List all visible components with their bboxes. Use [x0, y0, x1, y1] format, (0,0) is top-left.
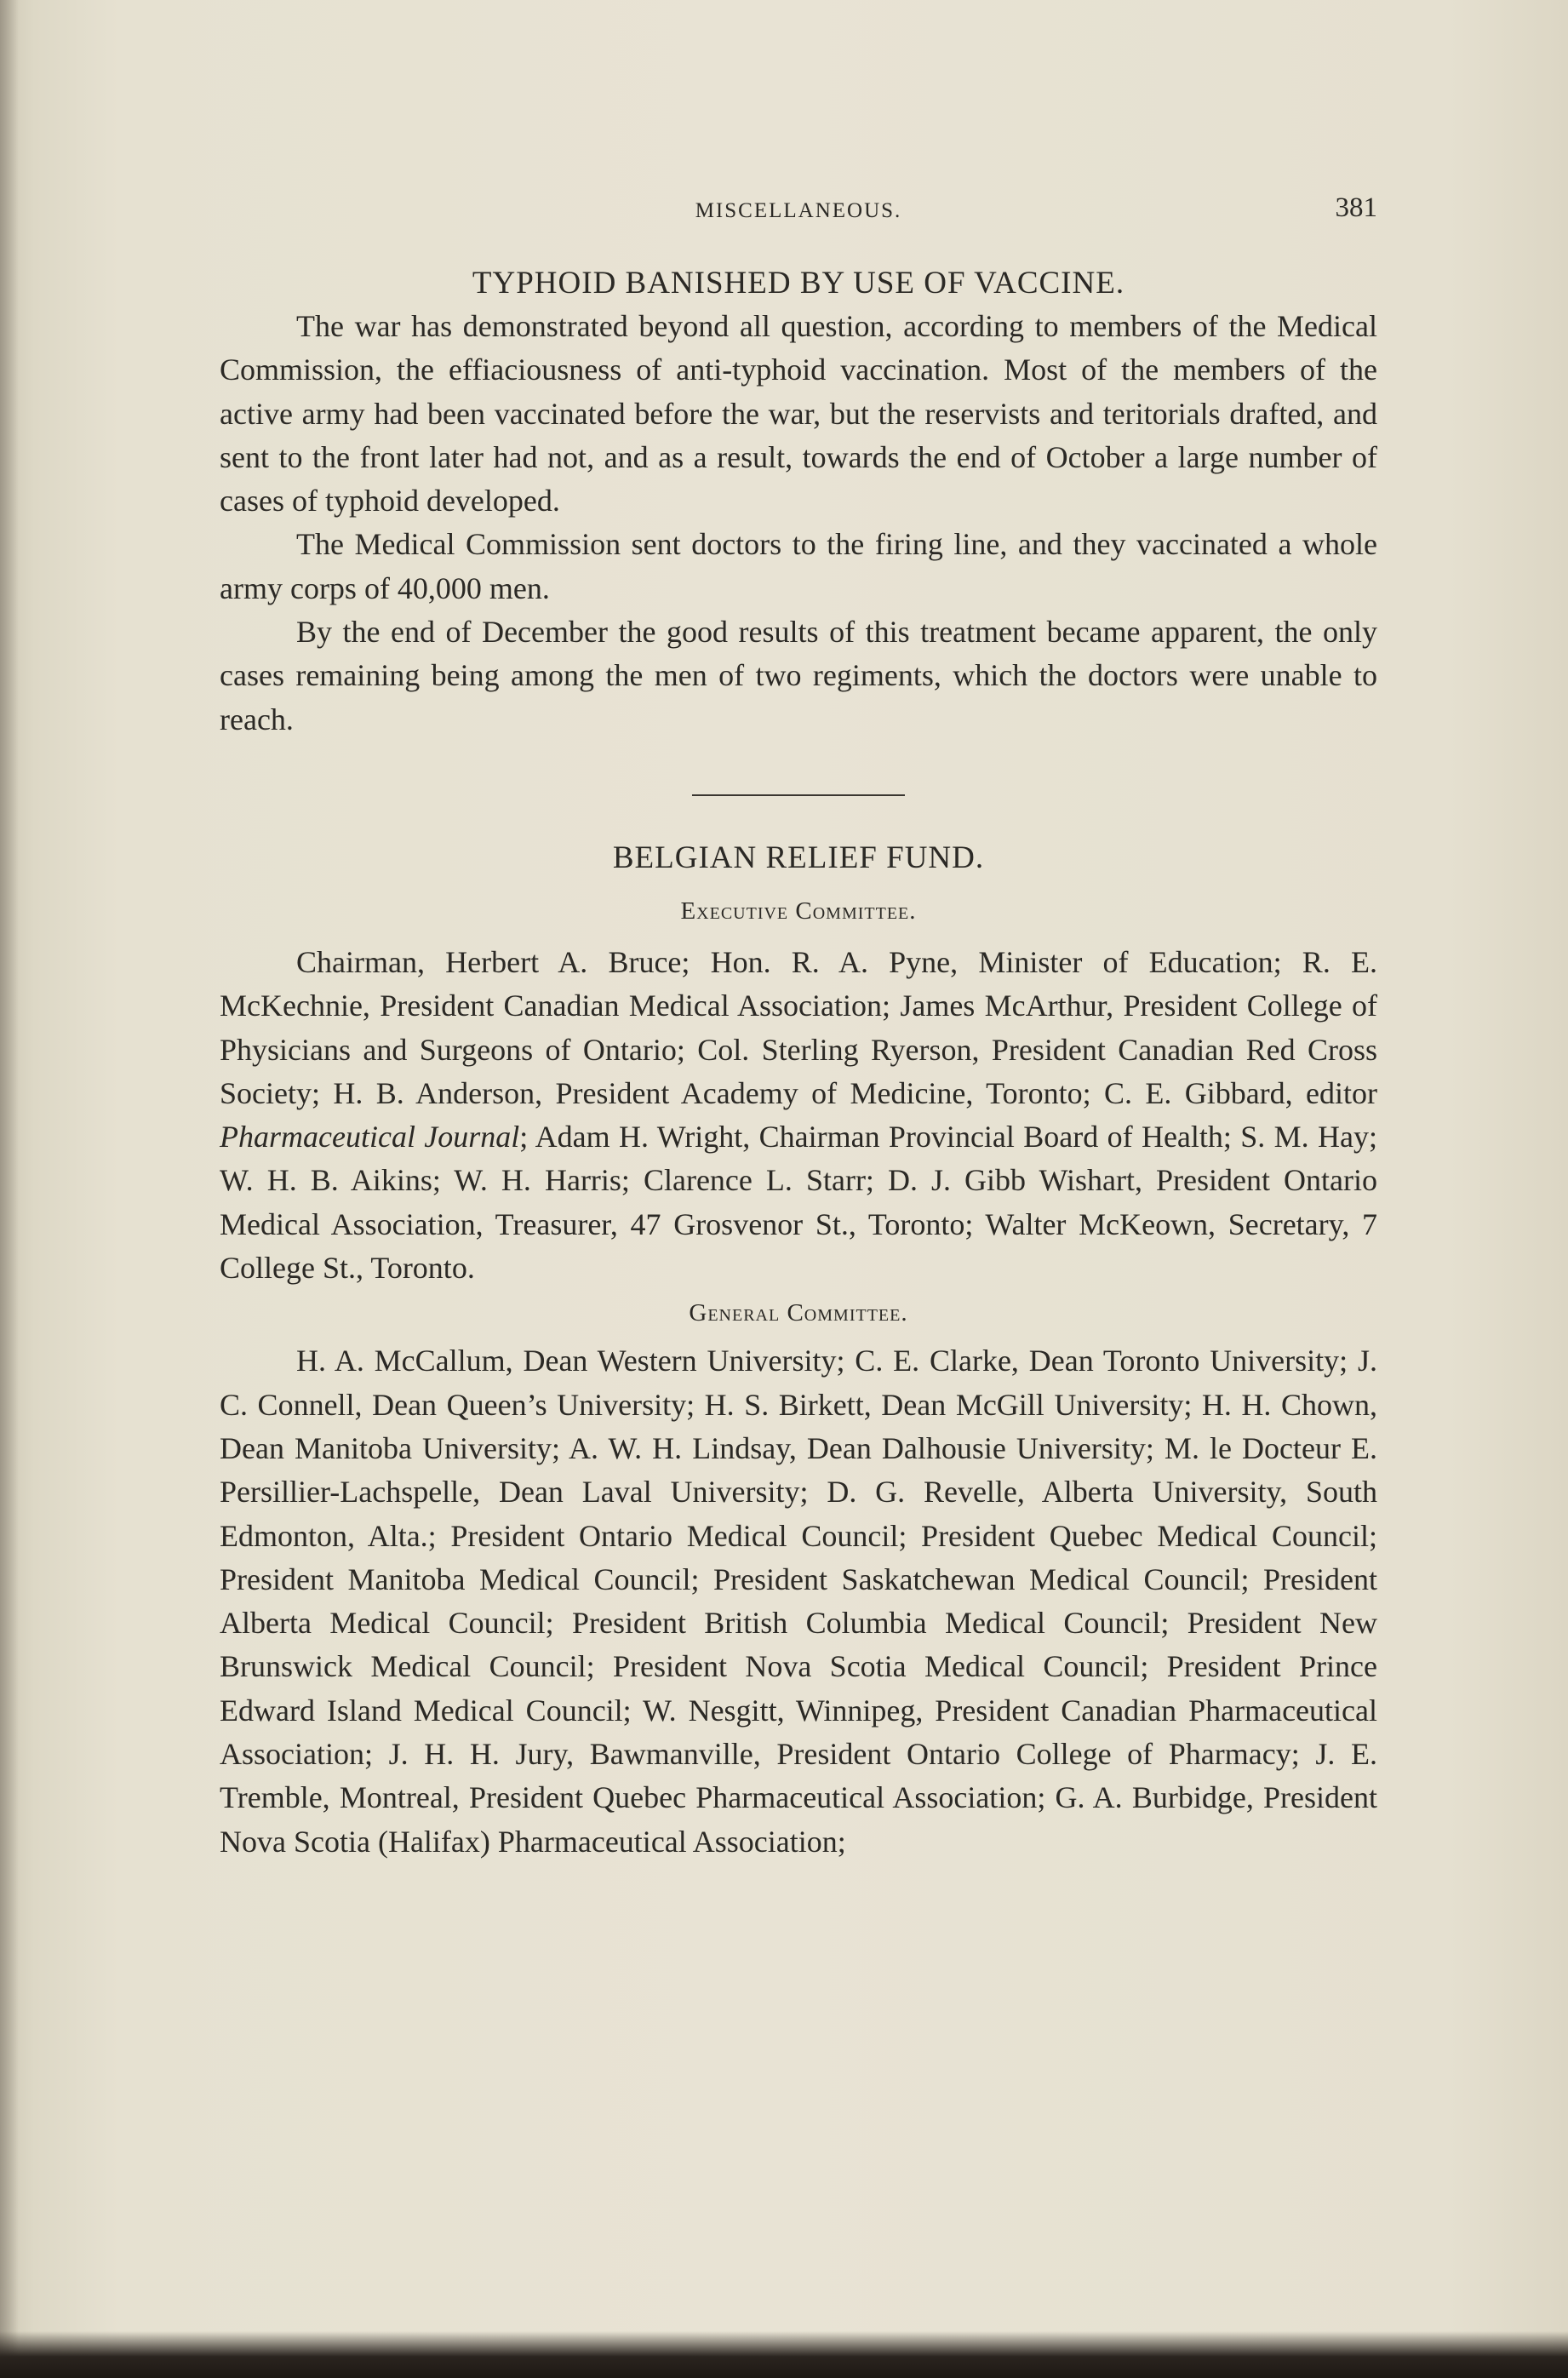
executive-text-start: Chairman, Herbert A. Bruce; Hon. R. A. Pyne, Minister of Education; R. E. McKechnie, President Canadian Medical Association; James McArthur, President College of Physicians and Surgeons of Ontario; Col. Sterling Ryerson, President Canadian Red Cross Society; H. B. Anderson, President Academy of Medicine, Toronto; C. E. Gibbard, editor	[220, 944, 1377, 1110]
general-committee-paragraph: H. A. McCallum, Dean Western University; C. E. Clarke, Dean Toronto University; J. C. Connell, Dean Queen’s University; H. S. Birkett, Dean McGill University; H. H. Chown, Dean Manitoba University; A. W. H. Lindsay, Dean Dalhousie University; M. le Docteur E. Persillier-Lachspelle, Dean Laval University; D. G. Revelle, Alberta University, South Edmonton, Alta.; President Ontario Medical Council; President Quebec Medical Council; President Manitoba Medical Council; President Saskatchewan Medical Council; President Alberta Medical Council; President British Columbia Medical Council; President New Brunswick Medical Council; President Nova Scotia Medical Council; President Prince Edward Island Medical Council; W. Nesgitt, Winnipeg, President Canadian Pharmaceutical Association; J. H. H. Jury, Bawmanville, President Ontario College of Pharmacy; J. E. Tremble, Montreal, President Quebec Pharmaceutical Association; G. A. Burbidge, President Nova Scotia (Halifax) Pharmaceutical Association;	[220, 1344, 1377, 1859]
page-bottom-edge	[0, 2331, 1568, 2378]
typhoid-heading: TYPHOID BANISHED BY USE OF VACCINE.	[472, 266, 1125, 301]
section-divider	[692, 794, 905, 796]
typhoid-paragraph-2: The Medical Commission sent doctors to the firing line, and they vaccinated a whole army corps of 40,000 men.	[220, 527, 1377, 605]
belgian-relief-heading: BELGIAN RELIEF FUND.	[612, 839, 985, 875]
executive-text-end: ; Adam H. Wright, Chairman Provincial Board of Health; S. M. Hay; W. H. B. Aikins; W. H. Harris; Clarence L. Starr; D. J. Gibb Wishart, President Ontario Medical Association, Treasurer, 47 Grosvenor St., Toronto; Walter McKeown, Secretary, 7 College St., Toronto.	[220, 1120, 1377, 1286]
executive-committee-heading: Executive Committee.	[680, 897, 917, 925]
spine-shadow	[0, 0, 19, 2378]
journal-title: Pharmaceutical Journal	[220, 1120, 520, 1155]
typhoid-paragraph-1: The war has demonstrated beyond all question, according to members of the Medical Commission, the effiaciousness of anti-typhoid vaccination. Most of the members of the active army had been vaccinated before the war, but the reservists and teritorials drafted, and sent to the front later had not, and as a result, towards the end of October a large number of cases of typhoid developed.	[220, 309, 1377, 519]
text-block	[220, 262, 1377, 1864]
executive-committee-paragraph	[220, 941, 1377, 1290]
typhoid-paragraph-3: By the end of December the good results of this treatment became apparent, the only cases remaining being among the men of two regiments, which the doctors were unable to reach.	[220, 615, 1377, 736]
running-head	[220, 192, 1377, 235]
general-committee-heading: General Committee.	[689, 1299, 908, 1327]
running-head-title: MISCELLANEOUS.	[695, 199, 902, 222]
page-number: 381	[1335, 192, 1377, 223]
